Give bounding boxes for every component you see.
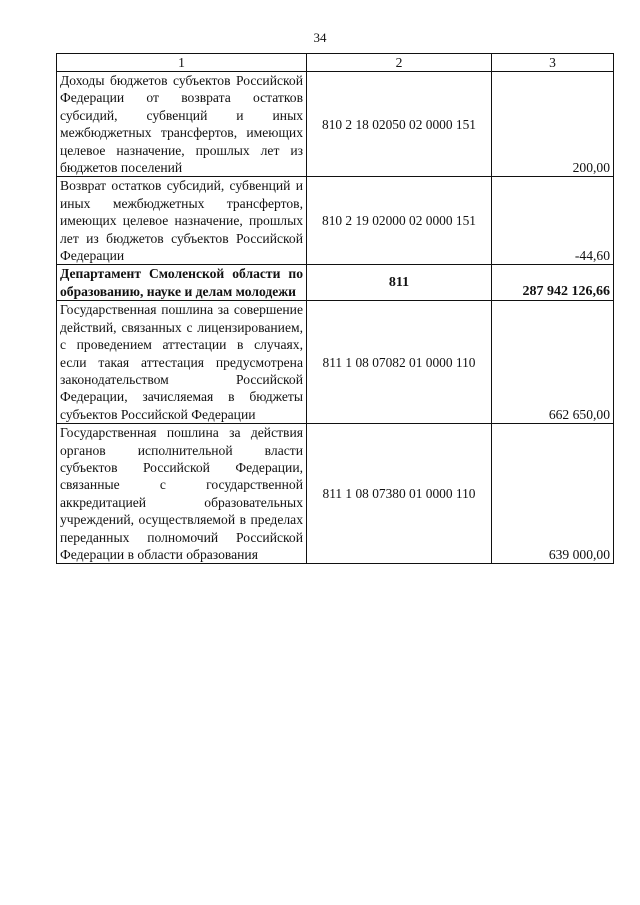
income-name-cell: Возврат остатков субсидий, субвенций и иных межбюджетных трансфертов, имеющих целевое назначение, прошлых лет из бюджетов субъектов Российской Федерации: [57, 177, 307, 265]
table-row: [57, 72, 614, 177]
income-name-cell: Доходы бюджетов субъектов Российской Федерации от возврата остатков субсидий, субвенций и иных межбюджетных трансфертов, имеющих целевое назначение, прошлых лет из бюджетов поселений: [57, 72, 307, 177]
table-body: [57, 54, 614, 564]
column-header-2: 2: [307, 54, 492, 72]
budget-code-cell: 810 2 18 02050 02 0000 151: [307, 72, 492, 177]
amount-cell: 287 942 126,66: [492, 265, 614, 301]
amount-cell: -44,60: [492, 177, 614, 265]
table-row: [57, 424, 614, 564]
amount-cell: 639 000,00: [492, 424, 614, 564]
table-row: [57, 177, 614, 265]
budget-code-cell: 811 1 08 07380 01 0000 110: [307, 424, 492, 564]
column-header-3: 3: [492, 54, 614, 72]
amount-cell: 662 650,00: [492, 301, 614, 424]
income-name-cell: Департамент Смоленской области по образованию, науке и делам молодежи: [57, 265, 307, 301]
budget-code-cell: 811 1 08 07082 01 0000 110: [307, 301, 492, 424]
column-header-1: 1: [57, 54, 307, 72]
budget-code-cell: 810 2 19 02000 02 0000 151: [307, 177, 492, 265]
income-name-cell: Государственная пошлина за совершение действий, связанных с лицензированием, с проведением аттестации в случаях, если такая аттестация предусмотрена законодательством Российской Федерации, зачисляемая в бюджеты субъектов Российской Федерации: [57, 301, 307, 424]
amount-cell: 200,00: [492, 72, 614, 177]
income-name-cell: Государственная пошлина за действия органов исполнительной власти субъектов Российской Федерации, связанные с государственной аккредитацией образовательных учреждений, осуществляемой в пределах переданных полномочий Российской Федерации в области образования: [57, 424, 307, 564]
budget-code-cell: 811: [307, 265, 492, 301]
department-row: [57, 265, 614, 301]
table-row: [57, 301, 614, 424]
table-header-row: [57, 54, 614, 72]
page-number: 34: [313, 30, 327, 45]
budget-table: [56, 53, 614, 564]
